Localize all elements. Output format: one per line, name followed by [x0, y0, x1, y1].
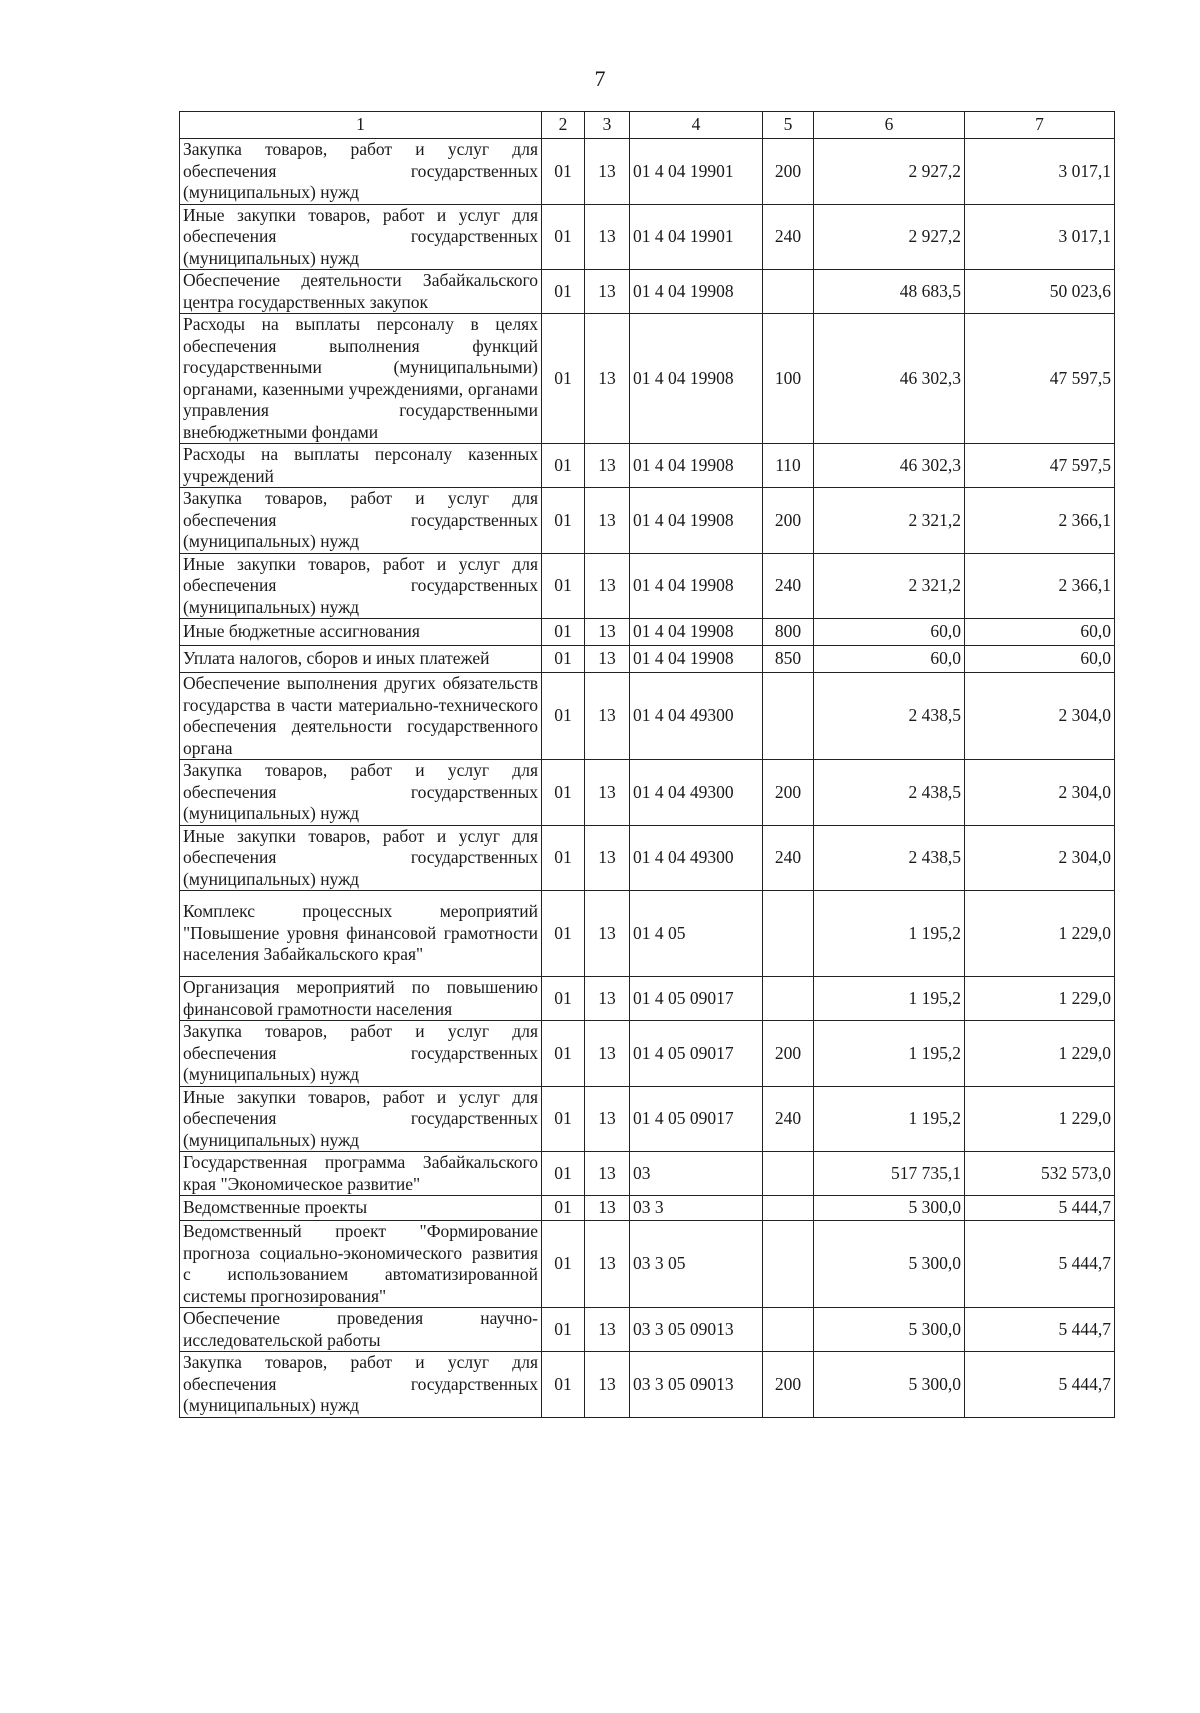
cell-amount-year2: 1 229,0 [965, 1086, 1115, 1152]
cell-subsection: 13 [585, 977, 630, 1021]
row-name: Расходы на выплаты персоналу в целях обеспечения выполнения функций государственными (муниципальными) органами, казенными учреждениями, органами управления государственными внебюджетными фондами [180, 314, 542, 444]
cell-amount-year1: 2 321,2 [814, 488, 965, 554]
cell-expense-type [763, 1308, 814, 1352]
cell-amount-year1: 60,0 [814, 646, 965, 673]
cell-amount-year1: 5 300,0 [814, 1352, 965, 1418]
cell-amount-year2: 2 304,0 [965, 673, 1115, 760]
cell-amount-year1: 2 321,2 [814, 553, 965, 619]
cell-expense-type [763, 1152, 814, 1196]
cell-amount-year1: 1 195,2 [814, 1086, 965, 1152]
header-col-6: 6 [814, 112, 965, 139]
cell-amount-year2: 50 023,6 [965, 270, 1115, 314]
row-name: Обеспечение деятельности Забайкальского центра государственных закупок [180, 270, 542, 314]
row-name: Государственная программа Забайкальского края "Экономическое развитие" [180, 1152, 542, 1196]
cell-expense-type: 850 [763, 646, 814, 673]
cell-target-article: 01 4 04 49300 [630, 673, 763, 760]
header-col-1: 1 [180, 112, 542, 139]
row-name: Обеспечение проведения научно-исследовательской работы [180, 1308, 542, 1352]
cell-amount-year1: 517 735,1 [814, 1152, 965, 1196]
cell-subsection: 13 [585, 553, 630, 619]
cell-amount-year1: 5 300,0 [814, 1196, 965, 1221]
cell-amount-year1: 2 927,2 [814, 139, 965, 205]
cell-subsection: 13 [585, 139, 630, 205]
cell-subsection: 13 [585, 1152, 630, 1196]
row-name: Закупка товаров, работ и услуг для обеспечения государственных (муниципальных) нужд [180, 1021, 542, 1087]
cell-subsection: 13 [585, 1221, 630, 1308]
cell-subsection: 13 [585, 891, 630, 977]
cell-section: 01 [542, 314, 585, 444]
cell-section: 01 [542, 1152, 585, 1196]
cell-subsection: 13 [585, 270, 630, 314]
row-name: Закупка товаров, работ и услуг для обеспечения государственных (муниципальных) нужд [180, 488, 542, 554]
cell-expense-type [763, 1221, 814, 1308]
table-row [180, 825, 1115, 891]
cell-amount-year2: 5 444,7 [965, 1352, 1115, 1418]
cell-expense-type: 240 [763, 553, 814, 619]
row-name: Обеспечение выполнения других обязательств государства в части материально-технического обеспечения деятельности государственного органа [180, 673, 542, 760]
cell-section: 01 [542, 977, 585, 1021]
cell-amount-year1: 60,0 [814, 619, 965, 646]
table-row [180, 553, 1115, 619]
cell-subsection: 13 [585, 314, 630, 444]
cell-section: 01 [542, 891, 585, 977]
cell-amount-year1: 46 302,3 [814, 314, 965, 444]
cell-expense-type: 240 [763, 204, 814, 270]
row-name: Иные закупки товаров, работ и услуг для обеспечения государственных (муниципальных) нужд [180, 1086, 542, 1152]
cell-target-article: 03 3 [630, 1196, 763, 1221]
cell-target-article: 01 4 04 49300 [630, 760, 763, 826]
cell-target-article: 03 [630, 1152, 763, 1196]
cell-amount-year1: 2 438,5 [814, 673, 965, 760]
table-row [180, 891, 1115, 977]
cell-expense-type: 110 [763, 444, 814, 488]
cell-expense-type [763, 673, 814, 760]
cell-amount-year2: 1 229,0 [965, 1021, 1115, 1087]
cell-expense-type: 100 [763, 314, 814, 444]
cell-section: 01 [542, 1308, 585, 1352]
cell-target-article: 03 3 05 09013 [630, 1352, 763, 1418]
cell-subsection: 13 [585, 825, 630, 891]
cell-subsection: 13 [585, 1021, 630, 1087]
cell-amount-year2: 2 304,0 [965, 760, 1115, 826]
cell-amount-year2: 3 017,1 [965, 204, 1115, 270]
cell-section: 01 [542, 825, 585, 891]
cell-section: 01 [542, 488, 585, 554]
header-col-4: 4 [630, 112, 763, 139]
cell-amount-year1: 46 302,3 [814, 444, 965, 488]
cell-section: 01 [542, 204, 585, 270]
cell-expense-type: 200 [763, 1352, 814, 1418]
cell-section: 01 [542, 553, 585, 619]
cell-amount-year2: 5 444,7 [965, 1308, 1115, 1352]
cell-amount-year1: 5 300,0 [814, 1308, 965, 1352]
cell-amount-year2: 2 366,1 [965, 488, 1115, 554]
table-row [180, 1221, 1115, 1308]
cell-amount-year2: 2 304,0 [965, 825, 1115, 891]
cell-section: 01 [542, 270, 585, 314]
cell-target-article: 01 4 05 09017 [630, 977, 763, 1021]
cell-section: 01 [542, 646, 585, 673]
cell-section: 01 [542, 1021, 585, 1087]
cell-amount-year2: 47 597,5 [965, 314, 1115, 444]
table-row [180, 1196, 1115, 1221]
header-col-5: 5 [763, 112, 814, 139]
cell-amount-year2: 60,0 [965, 646, 1115, 673]
cell-target-article: 01 4 04 19908 [630, 646, 763, 673]
cell-target-article: 01 4 04 19908 [630, 444, 763, 488]
cell-amount-year2: 5 444,7 [965, 1221, 1115, 1308]
row-name: Закупка товаров, работ и услуг для обеспечения государственных (муниципальных) нужд [180, 139, 542, 205]
cell-subsection: 13 [585, 619, 630, 646]
cell-subsection: 13 [585, 204, 630, 270]
cell-target-article: 01 4 04 19908 [630, 270, 763, 314]
table-row [180, 488, 1115, 554]
row-name: Организация мероприятий по повышению финансовой грамотности населения [180, 977, 542, 1021]
cell-expense-type [763, 977, 814, 1021]
header-col-3: 3 [585, 112, 630, 139]
row-name: Уплата налогов, сборов и иных платежей [180, 646, 542, 673]
cell-expense-type [763, 270, 814, 314]
row-name: Ведомственный проект "Формирование прогноза социально-экономического развития с использованием автоматизированной системы прогнозирования" [180, 1221, 542, 1308]
cell-expense-type [763, 891, 814, 977]
budget-table [179, 111, 1115, 1418]
cell-amount-year1: 2 438,5 [814, 825, 965, 891]
cell-section: 01 [542, 1352, 585, 1418]
cell-target-article: 03 3 05 09013 [630, 1308, 763, 1352]
cell-subsection: 13 [585, 673, 630, 760]
cell-amount-year1: 5 300,0 [814, 1221, 965, 1308]
cell-section: 01 [542, 673, 585, 760]
cell-section: 01 [542, 1221, 585, 1308]
cell-amount-year1: 1 195,2 [814, 891, 965, 977]
cell-subsection: 13 [585, 646, 630, 673]
table-row [180, 139, 1115, 205]
row-name: Расходы на выплаты персоналу казенных учреждений [180, 444, 542, 488]
cell-amount-year2: 532 573,0 [965, 1152, 1115, 1196]
cell-amount-year1: 48 683,5 [814, 270, 965, 314]
cell-amount-year2: 1 229,0 [965, 891, 1115, 977]
cell-amount-year1: 1 195,2 [814, 1021, 965, 1087]
table-row [180, 1086, 1115, 1152]
cell-subsection: 13 [585, 1086, 630, 1152]
cell-subsection: 13 [585, 760, 630, 826]
page-number: 7 [594, 66, 606, 91]
cell-section: 01 [542, 619, 585, 646]
table-row [180, 444, 1115, 488]
cell-amount-year1: 2 438,5 [814, 760, 965, 826]
table-row [180, 760, 1115, 826]
cell-amount-year1: 2 927,2 [814, 204, 965, 270]
cell-target-article: 01 4 04 19901 [630, 139, 763, 205]
row-name: Комплекс процессных мероприятий "Повышение уровня финансовой грамотности населения Забайкальского края" [180, 891, 542, 977]
header-col-7: 7 [965, 112, 1115, 139]
cell-section: 01 [542, 444, 585, 488]
cell-target-article: 01 4 05 [630, 891, 763, 977]
row-name: Иные бюджетные ассигнования [180, 619, 542, 646]
table-header-row [180, 112, 1115, 139]
table-row [180, 646, 1115, 673]
table-row [180, 270, 1115, 314]
cell-expense-type: 240 [763, 1086, 814, 1152]
table-row [180, 204, 1115, 270]
cell-subsection: 13 [585, 1308, 630, 1352]
table-row [180, 619, 1115, 646]
table-row [180, 1352, 1115, 1418]
cell-target-article: 03 3 05 [630, 1221, 763, 1308]
row-name: Иные закупки товаров, работ и услуг для обеспечения государственных (муниципальных) нужд [180, 204, 542, 270]
row-name: Ведомственные проекты [180, 1196, 542, 1221]
table-row [180, 1152, 1115, 1196]
row-name: Иные закупки товаров, работ и услуг для обеспечения государственных (муниципальных) нужд [180, 825, 542, 891]
header-col-2: 2 [542, 112, 585, 139]
cell-expense-type: 240 [763, 825, 814, 891]
table-row [180, 1021, 1115, 1087]
cell-amount-year2: 1 229,0 [965, 977, 1115, 1021]
cell-expense-type [763, 1196, 814, 1221]
cell-target-article: 01 4 04 19908 [630, 553, 763, 619]
cell-subsection: 13 [585, 488, 630, 554]
cell-section: 01 [542, 1086, 585, 1152]
row-name: Иные закупки товаров, работ и услуг для обеспечения государственных (муниципальных) нужд [180, 553, 542, 619]
cell-amount-year2: 3 017,1 [965, 139, 1115, 205]
cell-expense-type: 200 [763, 488, 814, 554]
cell-target-article: 01 4 04 19908 [630, 314, 763, 444]
cell-amount-year2: 47 597,5 [965, 444, 1115, 488]
table-row [180, 1308, 1115, 1352]
cell-expense-type: 200 [763, 1021, 814, 1087]
cell-section: 01 [542, 139, 585, 205]
cell-target-article: 01 4 04 19908 [630, 488, 763, 554]
cell-expense-type: 200 [763, 760, 814, 826]
cell-amount-year2: 2 366,1 [965, 553, 1115, 619]
cell-section: 01 [542, 1196, 585, 1221]
cell-expense-type: 200 [763, 139, 814, 205]
cell-amount-year2: 5 444,7 [965, 1196, 1115, 1221]
table-row [180, 673, 1115, 760]
row-name: Закупка товаров, работ и услуг для обеспечения государственных (муниципальных) нужд [180, 1352, 542, 1418]
row-name: Закупка товаров, работ и услуг для обеспечения государственных (муниципальных) нужд [180, 760, 542, 826]
cell-subsection: 13 [585, 1352, 630, 1418]
cell-subsection: 13 [585, 444, 630, 488]
cell-target-article: 01 4 04 19901 [630, 204, 763, 270]
cell-target-article: 01 4 05 09017 [630, 1086, 763, 1152]
cell-subsection: 13 [585, 1196, 630, 1221]
cell-section: 01 [542, 760, 585, 826]
cell-amount-year2: 60,0 [965, 619, 1115, 646]
table-row [180, 977, 1115, 1021]
cell-target-article: 01 4 05 09017 [630, 1021, 763, 1087]
cell-expense-type: 800 [763, 619, 814, 646]
cell-target-article: 01 4 04 49300 [630, 825, 763, 891]
cell-target-article: 01 4 04 19908 [630, 619, 763, 646]
table-body [180, 139, 1115, 1418]
cell-amount-year1: 1 195,2 [814, 977, 965, 1021]
table-row [180, 314, 1115, 444]
